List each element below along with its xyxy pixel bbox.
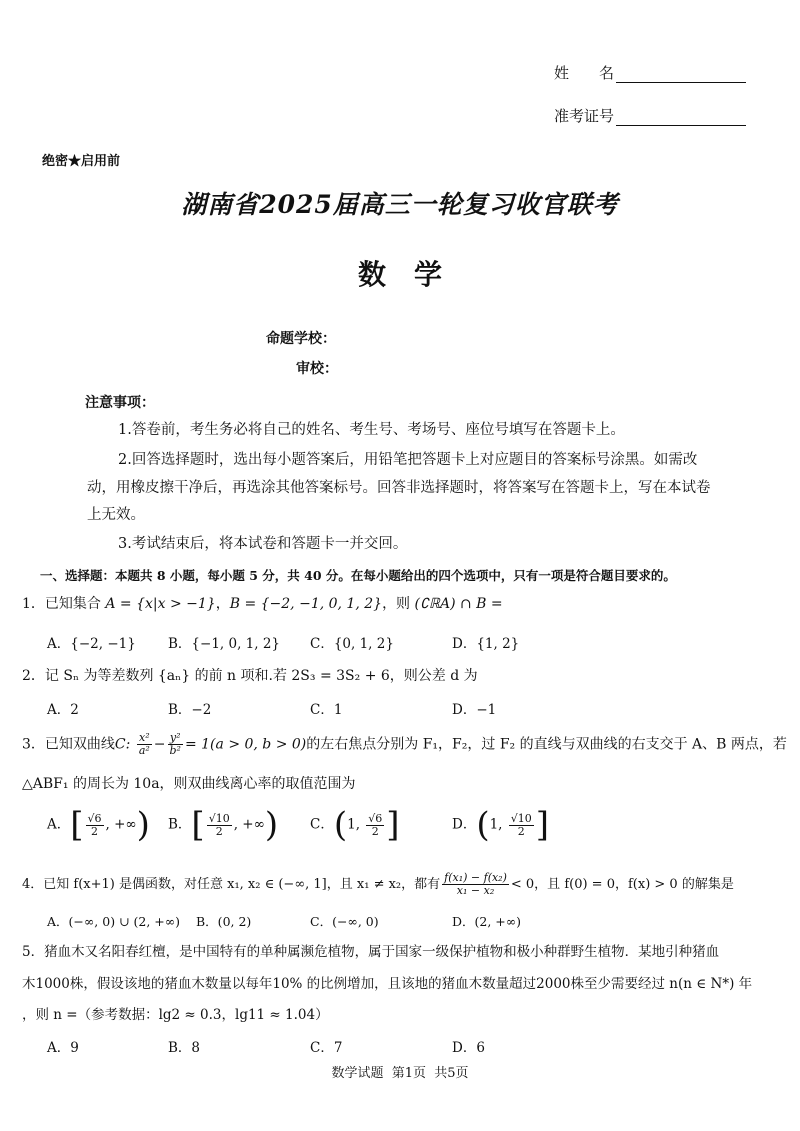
question-1 [22, 594, 503, 614]
q5-line-2: 木1000株，假设该地的猪血木数量以每年10% 的比例增加，且该地的猪血木数量超过2000株至少需要经过 n(n ∈ N*) 年 [22, 976, 753, 992]
notes-item-2c: 上无效。 [87, 507, 145, 523]
q1-stem-a: 1．已知集合 [22, 596, 101, 612]
id-label: 准考证号 [554, 107, 615, 125]
q3-opt-b-num: √10 [208, 811, 230, 825]
q1-stem-b: ，则 [382, 596, 411, 612]
q3-y-den: b² [169, 744, 181, 757]
q1-option-a[interactable]: A．{−2, −1} [47, 636, 136, 652]
q3-option-d[interactable] [452, 805, 550, 845]
q5-option-a[interactable]: A．9 [47, 1040, 79, 1056]
bracket-open: [ [191, 805, 205, 845]
q3-opt-c-frac [366, 813, 384, 838]
q5-option-c[interactable]: C．7 [310, 1040, 343, 1056]
q3-y-num: y² [168, 732, 183, 745]
q3-opt-a-tail: , +∞ [105, 816, 137, 833]
q3-opt-d-label: D． [452, 816, 477, 833]
q5-line-3: ，则 n =（参考数据：lg2 ≈ 0.3，lg11 ≈ 1.04） [22, 1007, 329, 1023]
q3-opt-b-label: B． [168, 816, 192, 833]
bracket-close: ] [386, 805, 400, 845]
bracket-close: ] [535, 805, 550, 845]
name-field [554, 62, 746, 83]
question-2: 2．记 Sₙ 为等差数列 {aₙ} 的前 n 项和.若 2S₃ = 3S₂ + 6，则公差 d 为 [22, 668, 478, 684]
section-1-heading: 一、选择题：本题共 8 小题，每小题 5 分，共 40 分。在每小题给出的四个选项中，只有一项是符合题目要求的。 [40, 568, 676, 583]
q5-option-d[interactable]: D．6 [452, 1040, 485, 1056]
q4-option-a[interactable]: A．(−∞, 0) ∪ (2, +∞) [47, 914, 181, 929]
q5-option-b[interactable]: B．8 [168, 1040, 201, 1056]
q5-line-1: 5．猪血木又名阳春红檀，是中国特有的单种属濒危植物，属于国家一级保护植物和极小种群野生植物．某地引种猪血 [22, 944, 720, 960]
q3-c-label: C: [114, 736, 131, 753]
q1-option-d[interactable]: D．{1, 2} [452, 636, 520, 652]
q3-stem-a: 3．已知双曲线 [22, 736, 115, 753]
q3-stem-b: 的左右焦点分别为 F₁，F₂，过 F₂ 的直线与双曲线的右支交于 A、B 两点，若 [306, 736, 787, 753]
q3-y-fraction [168, 732, 183, 757]
q4-stem-a: 4．已知 f(x+1) 是偶函数，对任意 x₁, x₂ ∈ (−∞, 1]，且 x₁ ≠ x₂，都有 [22, 877, 441, 892]
q1-option-c[interactable]: C．{0, 1, 2} [310, 636, 394, 652]
q3-opt-d-frac [509, 813, 534, 838]
q3-x-den: a² [138, 744, 150, 757]
id-blank[interactable] [616, 109, 746, 126]
q4-option-b[interactable]: B．(0, 2) [196, 914, 252, 929]
page-footer: 数学试题 第1页 共5页 [331, 1066, 469, 1081]
subject-title: 数 学 [357, 258, 442, 291]
q2-option-d[interactable]: D．−1 [452, 702, 497, 718]
exam-title: 湖南省2025届高三一轮复习收官联考 [181, 190, 619, 219]
q3-option-b[interactable] [168, 805, 279, 845]
q3-condition: = 1(a > 0, b > 0) [184, 736, 307, 753]
q1-set-a: A = {x|x > −1} [105, 596, 216, 612]
q3-opt-b-den: 2 [215, 824, 223, 838]
notes-item-3: 3.考试结束后，将本试卷和答题卡一并交回。 [118, 536, 408, 552]
q3-opt-d-den: 2 [517, 824, 525, 838]
q3-opt-a-frac [86, 813, 104, 838]
q2-option-b[interactable]: B．−2 [168, 702, 212, 718]
q3-stem-c: △ABF₁ 的周长为 10a，则双曲线离心率的取值范围为 [22, 776, 356, 792]
bracket-open: [ [70, 805, 84, 845]
paren-close: ) [264, 805, 279, 845]
q3-opt-a-label: A． [47, 816, 71, 833]
q3-opt-d-num: √10 [510, 811, 532, 825]
notes-item-1: 1.答卷前，考生务必将自己的姓名、考生号、考场号、座位号填写在答题卡上。 [118, 422, 625, 438]
q1-expression: (∁ℝA) ∩ B = [414, 596, 503, 612]
q3-option-c[interactable] [310, 805, 400, 845]
q3-opt-b-frac [207, 813, 232, 838]
notes-item-2a: 2.回答选择题时，选出每小题答案后，用铅笔把答题卡上对应题目的答案标号涂黑。如需改 [118, 452, 698, 468]
q3-opt-c-label: C． [310, 816, 334, 833]
q2-option-c[interactable]: C．1 [310, 702, 343, 718]
q3-opt-b-tail: , +∞ [233, 816, 265, 833]
q3-opt-c-den: 2 [371, 824, 379, 838]
q3-opt-d-head: 1, [489, 816, 507, 833]
notes-item-2b: 动，用橡皮擦干净后，再选涂其他答案标号。回答非选择题时，将答案写在答题卡上，写在本试卷 [87, 480, 711, 496]
q1-option-b[interactable]: B．{−1, 0, 1, 2} [168, 636, 281, 652]
q2-option-a[interactable]: A．2 [47, 702, 79, 718]
q4-option-d[interactable]: D．(2, +∞) [452, 914, 522, 929]
q1-sep: ， [215, 596, 230, 612]
name-label: 姓 名 [554, 64, 615, 82]
q3-option-a[interactable] [47, 805, 150, 845]
review-label: 审校： [296, 361, 338, 377]
q4-option-c[interactable]: C．(−∞, 0) [310, 914, 379, 929]
q3-opt-c-head: 1, [347, 816, 365, 833]
id-field [554, 105, 746, 126]
q3-x-fraction [137, 732, 152, 757]
q4-stem-b: < 0，且 f(0) = 0，f(x) > 0 的解集是 [510, 877, 734, 892]
paren-open: ( [476, 805, 490, 845]
q4-fraction [442, 872, 509, 897]
q3-opt-a-num: √6 [87, 811, 102, 825]
school-label: 命题学校： [266, 331, 336, 347]
question-4 [22, 872, 734, 897]
paren-close: ) [136, 805, 150, 845]
q4-frac-num: f(x₁) − f(x₂) [444, 871, 507, 884]
question-3: 3．已知双曲线C: $\frac{\text{x²}}{\text{a²}}$ − $\frac{\text{y²}}{\text{b²}}$ = 1(a > 0, b > 0)的左右焦点分别为 F₁，F₂，过 F₂ 的直线与双曲线的右支交于 A、B 两点，若 [22, 731, 787, 757]
q1-set-b: B = {−2, −1, 0, 1, 2} [229, 596, 383, 612]
q3-opt-c-num: √6 [368, 811, 383, 825]
q3-x-num: x² [137, 732, 152, 745]
secret-label: 绝密★启用前 [42, 154, 121, 169]
notes-heading: 注意事项： [85, 395, 155, 411]
paren-open: ( [333, 805, 348, 845]
q4-frac-den: x₁ − x₂ [456, 884, 495, 897]
q3-opt-a-den: 2 [91, 824, 99, 838]
name-blank[interactable] [616, 66, 746, 83]
